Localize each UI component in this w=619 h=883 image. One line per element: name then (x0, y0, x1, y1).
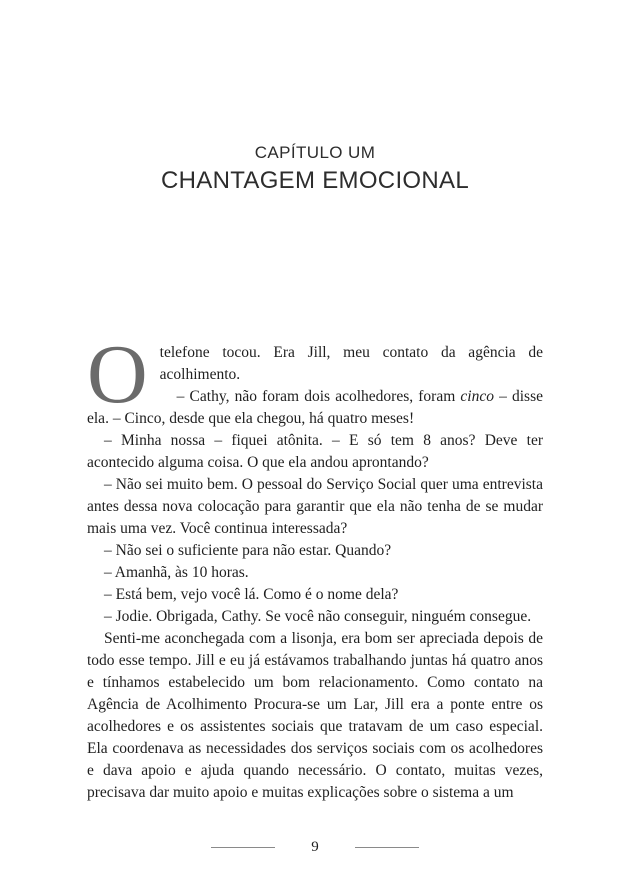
footer-rule-right (355, 847, 419, 848)
footer-rule-left (211, 847, 275, 848)
paragraph-dialogue: – Jodie. Obrigada, Cathy. Se você não conseguir, ninguém consegue. (104, 608, 532, 625)
paragraph-dialogue: – Minha nossa – fiquei atônita. – E só tem 8 anos? Deve ter acontecido alguma coisa. O que ela andou aprontando? (87, 432, 543, 471)
chapter-title: CHANTAGEM EMOCIONAL (161, 167, 469, 194)
paragraph-text: telefone tocou. Era Jill, meu contato da agência de acolhimento. (159, 344, 543, 383)
paragraph-dialogue: – Está bem, vejo você lá. Como é o nome dela? (104, 586, 399, 603)
chapter-label: CAPÍTULO UM (254, 143, 376, 162)
page-number: 9 (311, 839, 319, 855)
paragraph-dialogue: – Não sei muito bem. O pessoal do Serviço Social quer uma entrevista antes dessa nova colocação para garantir que ela não tenha de se mudar mais uma vez. Você continua interessada? (87, 476, 543, 537)
paragraph-text: – disse ela. – Cinco, desde que ela chegou, há quatro meses! (87, 388, 544, 427)
italic-word: cinco (460, 388, 494, 405)
paragraph-dialogue: – Não sei o suficiente para não estar. Quando? (104, 542, 392, 559)
dropcap-letter: O (87, 328, 148, 421)
body-text (87, 328, 544, 804)
page-footer (87, 838, 543, 856)
chapter-heading (87, 144, 543, 194)
paragraph: Senti-me aconchegada com a lisonja, era bom ser apreciada depois de todo esse tempo. Jill e eu já estávamos trabalhando juntas há quatro anos e tínhamos estabelecido um bom relacionamento. Como contato na Agência de Acolhimento Procura-se um Lar, Jill era a ponte entre os acolhedores e os assistentes sociais que tratavam de um caso especial. Ela coordenava as necessidades dos serviços sociais com os acolhedores e dava apoio e ajuda quando necessário. O contato, muitas vezes, precisava dar muito apoio e muitas explicações sobre o sistema a um (87, 630, 543, 801)
paragraph-dialogue (87, 386, 543, 430)
paragraph-text: – Cathy, não foram dois acolhedores, foram (176, 388, 461, 405)
paragraph-dialogue: – Amanhã, às 10 horas. (104, 564, 249, 581)
